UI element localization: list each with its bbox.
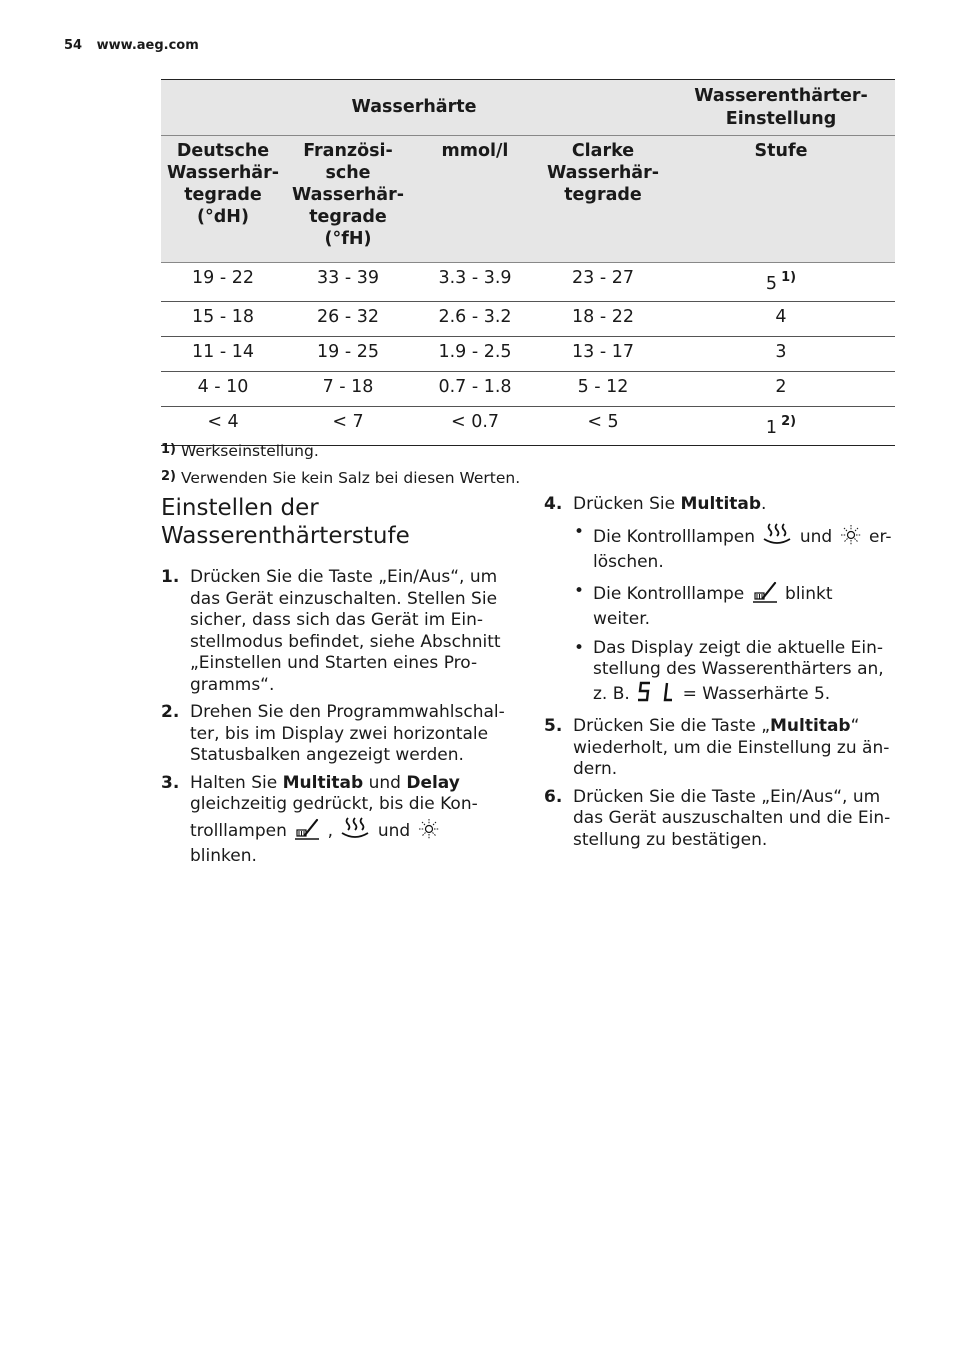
- steps-list: [161, 567, 513, 868]
- cell-dh: 4 - 10: [161, 372, 285, 407]
- list-item: • Die Kontrolllampen und er-löschen.: [574, 521, 892, 572]
- step-3: 3. Halten Sie Multitab und Delay gleichzeitig gedrückt, bis die Kon-trolllampen , und blinken.: [161, 772, 478, 866]
- table-row: [161, 302, 895, 337]
- salt-steam-icon: [762, 522, 792, 553]
- cell-clarke: 18 - 22: [539, 302, 667, 337]
- header-wasserenthaerter-einstellung: Wasserenthärter- Einstellung: [667, 80, 895, 136]
- salt-steam-icon: [340, 816, 370, 847]
- cell-clarke: 13 - 17: [539, 337, 667, 372]
- step-4-bullets: [573, 522, 894, 710]
- cell-fh: < 7: [285, 407, 411, 446]
- left-column: [161, 494, 513, 874]
- list-item: • Das Display zeigt die aktuelle Ein-stellung des Wasserenthärters an, z. B. = Wasserhärte 5.: [573, 638, 894, 710]
- site-url: www.aeg.com: [96, 38, 199, 53]
- list-item: • Die Kontrolllampe blinkt weiter.: [574, 580, 833, 629]
- rinse-aid-icon: [294, 818, 320, 847]
- cell-stufe: 4: [667, 302, 895, 337]
- table-column-header: [161, 136, 895, 263]
- cell-fh: 7 - 18: [285, 372, 411, 407]
- footnote-ref: 1): [781, 270, 797, 285]
- col-header-mmol: mmol/l: [411, 136, 539, 263]
- step-5: 5. Drücken Sie die Taste „Multitab“ wiederholt, um die Einstellung zu än-dern.: [544, 716, 890, 779]
- cell-clarke: < 5: [539, 407, 667, 446]
- footnote: 2) Verwenden Sie kein Salz bei diesen Werten.: [161, 469, 521, 487]
- table-row: [161, 263, 895, 302]
- water-hardness-table: [161, 79, 895, 446]
- steps-list-continued: [544, 494, 894, 851]
- table-group-header: [161, 80, 895, 136]
- cell-mmol: < 0.7: [411, 407, 539, 446]
- cell-mmol: 2.6 - 3.2: [411, 302, 539, 337]
- cell-stufe: 2: [667, 372, 895, 407]
- rinse-aid-icon: [752, 581, 778, 610]
- table-footnotes: [161, 437, 520, 491]
- col-header-clarke: Clarke Wasserhär- tegrade: [539, 136, 667, 263]
- cell-stufe: 5 $^{1)}$: [667, 263, 895, 302]
- right-column: [544, 494, 894, 857]
- cell-fh: 33 - 39: [285, 263, 411, 302]
- cell-stufe: 3: [667, 337, 895, 372]
- section-title: Einstellen der Wasserenthärterstufe: [161, 495, 410, 549]
- header-wasserhaerte: Wasserhärte: [161, 80, 667, 136]
- col-header-dh: Deutsche Wasserhär- tegrade (°dH): [161, 136, 285, 263]
- page-header: [64, 38, 199, 53]
- step-6: 6. Drücken Sie die Taste „Ein/Aus“, um das Gerät auszuschalten und die Ein-stellung zu bestätigen.: [544, 786, 891, 850]
- cell-dh: 15 - 18: [161, 302, 285, 337]
- cell-dh: < 4: [161, 407, 285, 446]
- page-number: 54: [64, 38, 83, 53]
- cell-clarke: 5 - 12: [539, 372, 667, 407]
- col-header-fh: Französi- sche Wasserhär- tegrade (°fH): [285, 136, 411, 263]
- sun-star-icon: [418, 818, 440, 847]
- cell-fh: 19 - 25: [285, 337, 411, 372]
- sun-star-icon: [840, 524, 862, 553]
- cell-mmol: 1.9 - 2.5: [411, 337, 539, 372]
- seven-segment-display-icon: [637, 681, 675, 710]
- cell-clarke: 23 - 27: [539, 263, 667, 302]
- table-row: [161, 372, 895, 407]
- cell-fh: 26 - 32: [285, 302, 411, 337]
- col-header-stufe: Stufe: [667, 136, 895, 263]
- cell-stufe: 1 $^{2)}$: [667, 407, 895, 446]
- footnote-ref: 2): [781, 414, 797, 429]
- cell-mmol: 3.3 - 3.9: [411, 263, 539, 302]
- step-1: 1. Drücken Sie die Taste „Ein/Aus“, um das Gerät einzuschalten. Stellen Sie sicher, dass sich das Gerät im Ein-stellmodus befindet, siehe Abschnitt „Einstellen und Starten eines Pro-gramms“.: [161, 567, 501, 695]
- cell-mmol: 0.7 - 1.8: [411, 372, 539, 407]
- step-2: 2. Drehen Sie den Programmwahlschal-ter, bis im Display zwei horizontale Statusbalken angezeigt werden.: [161, 702, 505, 765]
- footnote: 1) Werkseinstellung.: [161, 442, 319, 460]
- cell-dh: 19 - 22: [161, 263, 285, 302]
- cell-dh: 11 - 14: [161, 337, 285, 372]
- table-row: [161, 337, 895, 372]
- step-4: 4. Drücken Sie Multitab. • Die Kontrolllampen und er-löschen. • Die Kontrolllampe blinkt weiter. • Das Display zeigt die aktuelle Ein-stellung des Wasserenthärters an, z. B. = Wasserhärte 5.: [544, 494, 894, 709]
